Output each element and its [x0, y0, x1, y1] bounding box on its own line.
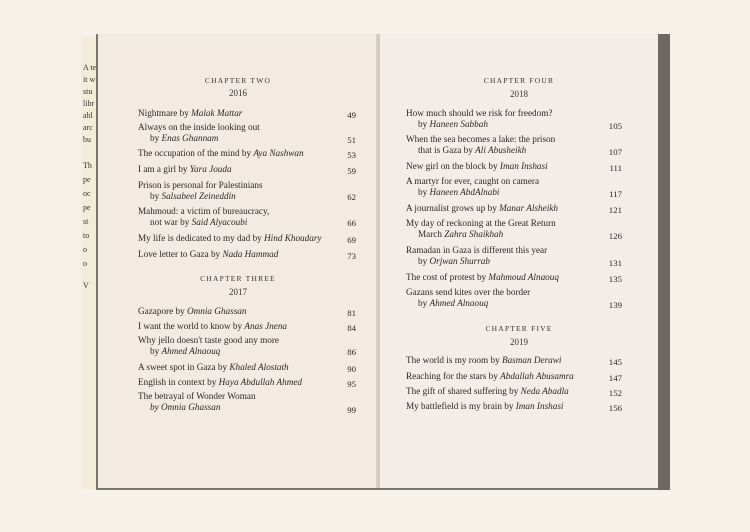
toc-entry: A martyr for ever, caught on camera by Haneen AbdAlnabi	[406, 176, 540, 197]
page-number: 99	[347, 405, 356, 415]
toc-entry: My battlefield is my brain by Iman Inshasi	[406, 401, 564, 411]
book-edge	[658, 34, 670, 490]
toc-entry: I am a girl by Yara Jouda	[138, 164, 232, 174]
background-text: A te	[83, 63, 97, 72]
toc-entry: My day of reckoning at the Great Return March Zahra Shaikhah	[406, 218, 556, 239]
background-text: Th	[83, 161, 92, 170]
chapter-heading: CHAPTER FIVE	[485, 324, 553, 333]
background-text: libr	[83, 99, 95, 108]
toc-entry: Prison is personal for Palestinians by Salsabeel Zeineddin	[138, 180, 263, 201]
toc-entry: I want the world to know by Anas Jnena	[138, 321, 288, 331]
toc-entry: Nightmare by Malak Mattar	[138, 108, 243, 118]
background-text: o	[83, 245, 87, 254]
toc-entry: Why jello doesn't taste good any more by Ahmed Alnaouq	[138, 335, 279, 356]
page-number: 59	[347, 166, 356, 176]
page-number: 145	[608, 357, 622, 367]
chapter-year: 2018	[510, 89, 528, 99]
page-number: 81	[347, 308, 356, 318]
chapter-heading: CHAPTER TWO	[204, 76, 272, 85]
toc-entry: Gazans send kites over the border by Ahmed Alnaouq	[406, 287, 531, 308]
background-text: o	[83, 259, 87, 268]
toc-entry: Always on the inside looking out by Enas Ghannam	[138, 122, 260, 143]
page-number: 53	[347, 150, 356, 160]
toc-entry: Mahmoud: a victim of bureaucracy, not war by Said Alyacoubi	[138, 206, 270, 227]
chapter-heading: CHAPTER THREE	[200, 274, 276, 283]
toc-entry: How much should we risk for freedom? by Haneen Sabbah	[406, 108, 553, 129]
page-number: 95	[347, 379, 356, 389]
toc-entry: The betrayal of Wonder Woman by Omnia Ghassan	[138, 391, 256, 412]
page-number: 111	[609, 163, 622, 173]
page-number: 51	[347, 135, 356, 145]
toc-entry: My life is dedicated to my dad by Hind Khoudary	[138, 233, 322, 243]
page-number: 139	[608, 300, 622, 310]
toc-entry: The gift of shared suffering by Neda Abadla	[406, 386, 569, 396]
page-number: 117	[609, 189, 622, 199]
page-number: 86	[347, 347, 356, 357]
page-number: 69	[347, 235, 356, 245]
toc-entry: Gazapore by Omnia Ghassan	[138, 306, 247, 316]
background-text: it w	[83, 75, 96, 84]
toc-entry: A sweet spot in Gaza by Khaled Alostath	[138, 362, 289, 372]
background-text: pe	[83, 175, 91, 184]
toc-entry: Ramadan in Gaza is different this year by Orjwan Shurrab	[406, 245, 548, 266]
page-number: 84	[347, 323, 356, 333]
right-page	[380, 34, 658, 488]
toc-entry: Love letter to Gaza by Nada Hammad	[138, 249, 279, 259]
toc-entry: English in context by Haya Abdullah Ahmed	[138, 377, 303, 387]
page-number: 147	[608, 373, 622, 383]
page-number: 90	[347, 364, 356, 374]
page-number: 62	[347, 192, 356, 202]
background-text: pe	[83, 203, 91, 212]
chapter-year: 2017	[229, 287, 247, 297]
page-number: 49	[347, 110, 356, 120]
chapter-year: 2019	[510, 337, 528, 347]
toc-entry: A journalist grows up by Manar Alsheikh	[406, 203, 558, 213]
background-text: to	[83, 231, 90, 240]
page-number: 121	[608, 205, 622, 215]
chapter-heading: CHAPTER FOUR	[483, 76, 555, 85]
left-page	[98, 34, 378, 488]
toc-entry: When the sea becomes a lake: the prison that is Gaza by Ali Abusheikh	[406, 134, 556, 155]
page-number: 131	[608, 258, 622, 268]
background-text: bu	[83, 135, 91, 144]
toc-entry: The cost of protest by Mahmoud Alnaouq	[406, 272, 559, 282]
toc-entry: Reaching for the stars by Abdallah Abusamra	[406, 371, 574, 381]
toc-entry: The world is my room by Basman Derawi	[406, 355, 562, 365]
page-number: 107	[608, 147, 622, 157]
background-text: stu	[83, 87, 93, 96]
toc-entry: New girl on the block by Iman Inshasi	[406, 161, 548, 171]
page-number: 66	[347, 218, 356, 228]
page-number: 152	[608, 388, 622, 398]
chapter-year: 2016	[229, 88, 247, 98]
page-number: 156	[608, 403, 622, 413]
background-text: abl	[83, 111, 93, 120]
page-number: 135	[608, 274, 622, 284]
background-text: arc	[83, 123, 93, 132]
page-number: 126	[608, 231, 622, 241]
page-number: 73	[347, 251, 356, 261]
toc-entry: The occupation of the mind by Aya Nashwan	[138, 148, 304, 158]
background-text: V	[83, 281, 89, 290]
page-number: 105	[608, 121, 622, 131]
background-text: oc	[83, 189, 91, 198]
book-spread	[96, 34, 670, 490]
background-text: st	[83, 217, 89, 226]
